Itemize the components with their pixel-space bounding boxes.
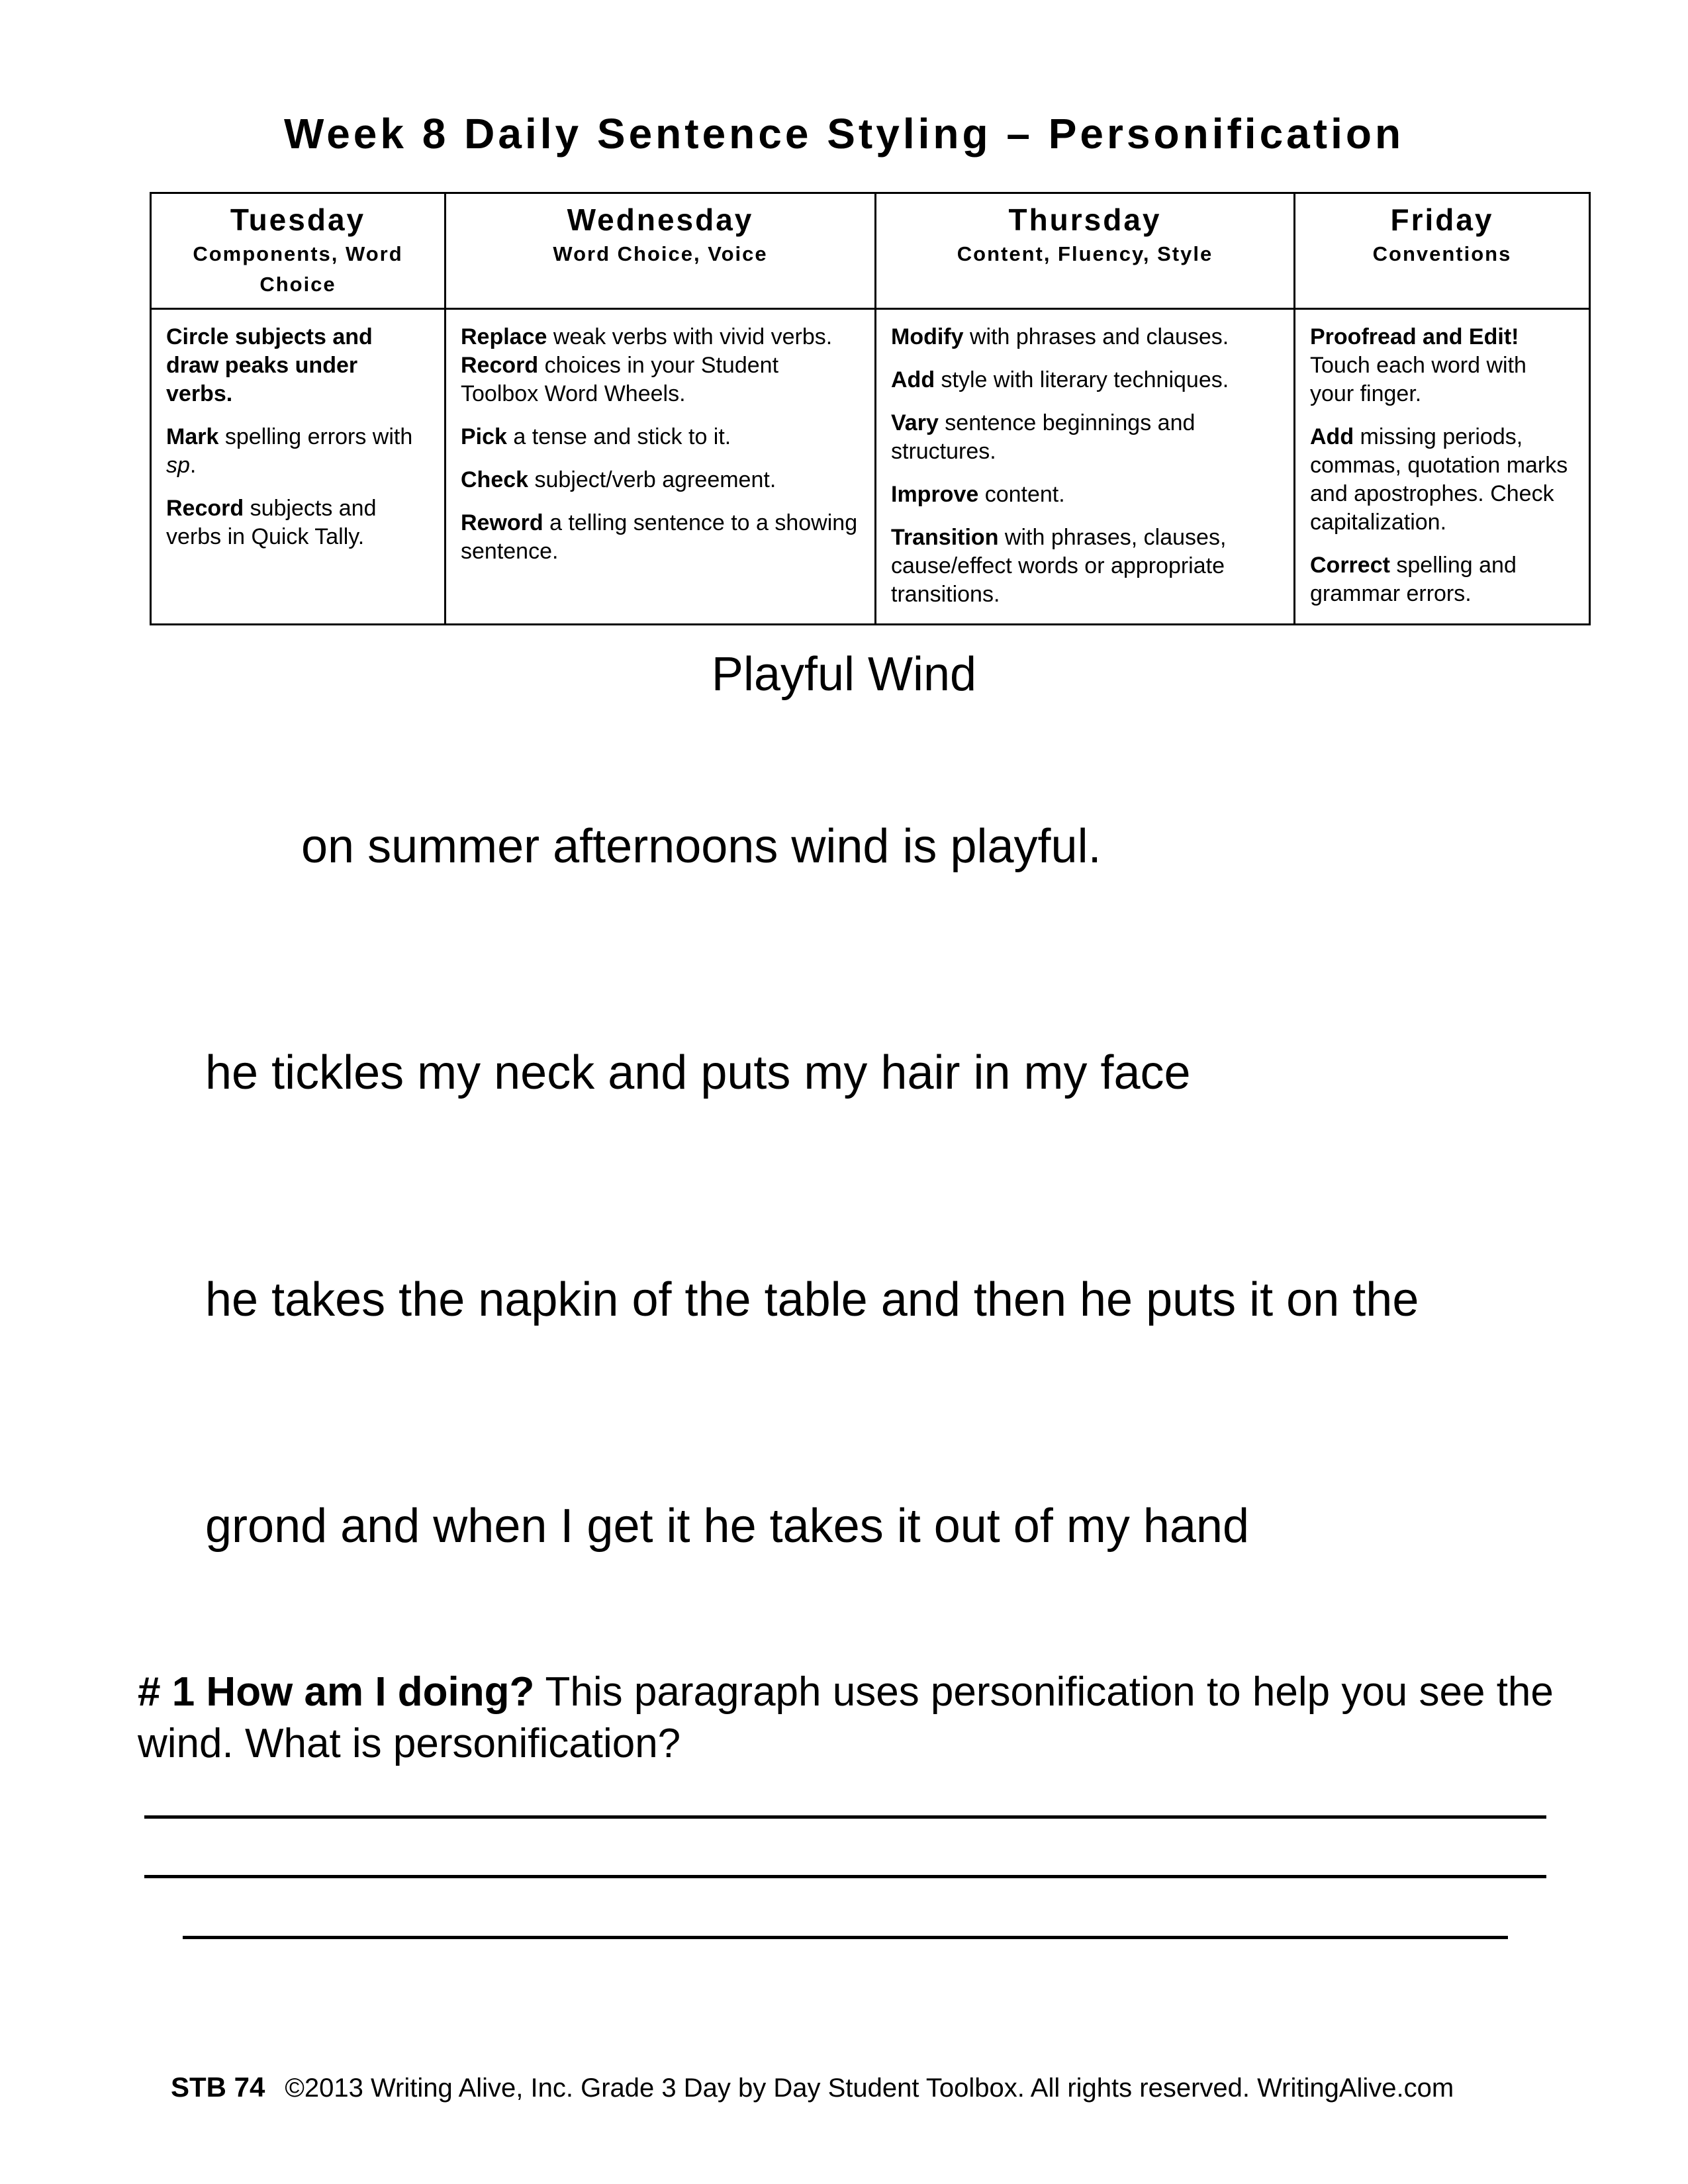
task-text: content. <box>978 482 1065 507</box>
footer-copyright: ©2013 Writing Alive, Inc. Grade 3 Day by Day Student Toolbox. All rights reserved. WritingAlive.com <box>285 2073 1454 2103</box>
answer-line-3[interactable] <box>183 1936 1508 1939</box>
task-verb: Add <box>891 367 935 392</box>
answer-line-1[interactable] <box>144 1815 1546 1819</box>
task-item <box>891 523 1279 609</box>
task-verb: Circle subjects and draw peaks under verbs. <box>166 324 373 406</box>
task-item <box>461 323 860 408</box>
wednesday-header <box>445 193 876 309</box>
task-verb: Replace <box>461 324 547 349</box>
task-text: weak verbs with vivid verbs. <box>547 324 833 349</box>
task-italic: sp <box>166 453 190 478</box>
task-verb: Mark <box>166 424 219 449</box>
task-item <box>166 323 430 408</box>
task-item <box>461 466 860 494</box>
question-label: # 1 How am I doing? <box>138 1669 535 1715</box>
task-verb: Improve <box>891 482 979 507</box>
thursday-header <box>876 193 1295 309</box>
footer <box>171 2071 1454 2103</box>
day-name: Thursday <box>1008 203 1162 237</box>
friday-tasks <box>1295 309 1590 625</box>
task-item <box>891 323 1279 351</box>
story-line-3: he takes the napkin of the table and then he puts it on the <box>205 1273 1419 1326</box>
task-item <box>1310 323 1574 408</box>
day-focus: Conventions <box>1372 242 1512 265</box>
task-verb: Correct <box>1310 553 1390 578</box>
day-focus: Content, Fluency, Style <box>957 242 1213 265</box>
task-text: choices in your Student Toolbox Word Wheels. <box>461 353 779 406</box>
day-name: Friday <box>1390 203 1494 237</box>
story-line-2: he tickles my neck and puts my hair in my face <box>205 1046 1191 1099</box>
task-text: subject/verb agreement. <box>528 467 776 492</box>
task-text: spelling errors with <box>218 424 413 449</box>
task-text: with phrases and clauses. <box>963 324 1229 349</box>
task-text: a telling sentence to a showing sentence. <box>461 510 858 564</box>
friday-header <box>1295 193 1590 309</box>
task-text: style with literary techniques. <box>935 367 1229 392</box>
question-text: This paragraph uses personification to help you see the wind. What is personification? <box>138 1669 1554 1766</box>
task-verb: Modify <box>891 324 964 349</box>
page-title: Week 8 Daily Sentence Styling – Personification <box>283 110 1405 158</box>
task-verb: Record <box>166 496 244 521</box>
task-verb: Record <box>461 353 539 378</box>
task-text: with phrases, clauses, cause/effect words or appropriate transitions. <box>891 525 1227 607</box>
task-item <box>461 509 860 566</box>
task-verb: Reword <box>461 510 543 535</box>
story-line-1: on summer afternoons wind is playful. <box>301 820 1102 873</box>
day-name: Wednesday <box>567 203 754 237</box>
task-text: subjects and verbs in Quick Tally. <box>166 496 377 549</box>
tuesday-tasks <box>151 309 445 625</box>
task-verb: Proofread and Edit! <box>1310 324 1519 349</box>
task-text: spelling and grammar errors. <box>1310 553 1517 606</box>
task-text: a tense and stick to it. <box>506 424 731 449</box>
task-text: missing periods, commas, quotation marks and apostrophes. Check capitalization. <box>1310 424 1568 535</box>
thursday-tasks <box>876 309 1295 625</box>
task-item <box>1310 423 1574 537</box>
task-verb: Add <box>1310 424 1354 449</box>
day-focus: Components, Word Choice <box>193 242 403 296</box>
task-item <box>1310 551 1574 608</box>
answer-line-2[interactable] <box>144 1875 1546 1878</box>
day-name: Tuesday <box>230 203 366 237</box>
task-text: . <box>189 453 197 478</box>
question-prompt <box>138 1666 1581 1770</box>
day-focus: Word Choice, Voice <box>553 242 768 265</box>
footer-code: STB 74 <box>171 2071 265 2103</box>
wednesday-tasks <box>445 309 876 625</box>
task-item <box>166 494 430 551</box>
tuesday-header <box>151 193 445 309</box>
task-text: Touch each word with your finger. <box>1310 353 1526 406</box>
task-item <box>461 423 860 451</box>
task-text: sentence beginnings and structures. <box>891 410 1196 464</box>
story-title: Playful Wind <box>711 648 977 701</box>
story-line-4: grond and when I get it he takes it out of my hand <box>205 1500 1250 1553</box>
task-verb: Check <box>461 467 529 492</box>
task-verb: Vary <box>891 410 939 435</box>
task-verb: Transition <box>891 525 999 550</box>
task-item <box>166 423 430 480</box>
task-item <box>891 366 1279 394</box>
task-verb: Pick <box>461 424 507 449</box>
task-item <box>891 409 1279 466</box>
weekly-schedule-table <box>150 192 1591 625</box>
task-item <box>891 480 1279 509</box>
